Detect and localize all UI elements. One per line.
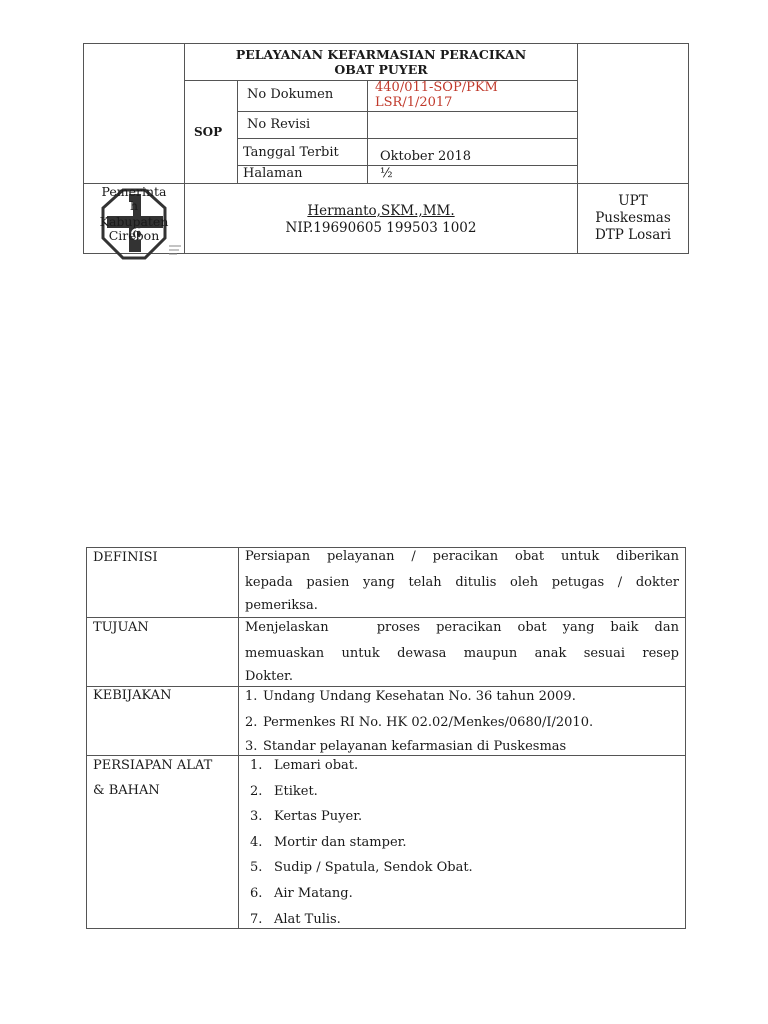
document-title-line2: OBAT PUYER [334,62,428,77]
right-org-line: Puskesmas [595,210,671,226]
list-item: 1. Lemari obat. [250,758,359,773]
row-label-kebijakan: KEBIJAKAN [93,688,172,703]
definisi-line: kepada pasien yang telah ditulis oleh petugas / dokter [245,575,679,590]
row-label-persiapan-line2: & BAHAN [93,783,160,798]
signer-nip: NIP.19690605 199503 1002 [285,220,477,236]
left-org-text [84,185,184,243]
field-value-halaman: ½ [380,166,393,181]
field-label-no-revisi: No Revisi [247,117,311,132]
field-label-halaman: Halaman [243,166,303,181]
list-item: 2. Permenkes RI No. HK 02.02/Menkes/0680/I/2010. [245,715,594,730]
list-item: 5. Sudip / Spatula, Sendok Obat. [250,860,473,876]
row-label-persiapan-line1: PERSIAPAN ALAT [93,758,213,773]
field-value-tanggal-terbit: Oktober 2018 [380,149,472,164]
kebijakan-list [245,684,593,758]
sop-label: SOP [194,125,223,139]
list-item: 6. Air Matang. [250,885,353,901]
list-item: 3. Kertas Puyer. [250,809,363,825]
tujuan-line: Menjelaskan proses peracikan obat yang baik dan [245,620,679,635]
row-label-tujuan: TUJUAN [93,620,149,635]
tujuan-line: Dokter. [245,669,293,684]
document-title-line1: PELAYANAN KEFARMASIAN PERACIKAN [235,47,527,62]
tujuan-line: memuaskan untuk dewasa maupun anak sesuai resep [245,646,679,661]
right-org-text [578,193,688,244]
definisi-text [245,544,679,616]
field-label-tanggal-terbit: Tanggal Terbit [243,145,339,160]
left-org-line: Kabupaten [99,214,169,229]
tujuan-text [245,615,679,687]
right-org-line: UPT [618,193,648,209]
field-value-no-dokumen-line1: 440/011-SOP/PKM [375,80,498,95]
list-item: 1. Undang Undang Kesehatan No. 36 tahun 2009. [245,689,576,704]
list-item: 7. Alat Tulis. [250,911,341,927]
signer-name: Hermanto,SKM.,MM. [307,203,455,219]
right-org-line: DTP Losari [594,227,672,243]
list-item: 4. Mortir dan stamper. [250,834,407,850]
left-org-line: Cirebon [108,228,160,243]
left-org-line: Pemerinta [101,184,167,199]
definisi-line: pemeriksa. [245,598,318,613]
field-label-no-dokumen: No Dokumen [247,87,334,102]
list-item: 3. Standar pelayanan kefarmasian di Puskesmas [245,739,567,754]
left-org-line: h [129,198,139,213]
list-item: 2. Etiket. [250,783,318,799]
definisi-line: Persiapan pelayanan / peracikan obat untuk diberikan [245,549,679,564]
row-label-definisi: DEFINISI [93,550,158,565]
field-value-no-dokumen-line2: LSR/1/2017 [375,95,453,110]
persiapan-list [250,753,473,932]
